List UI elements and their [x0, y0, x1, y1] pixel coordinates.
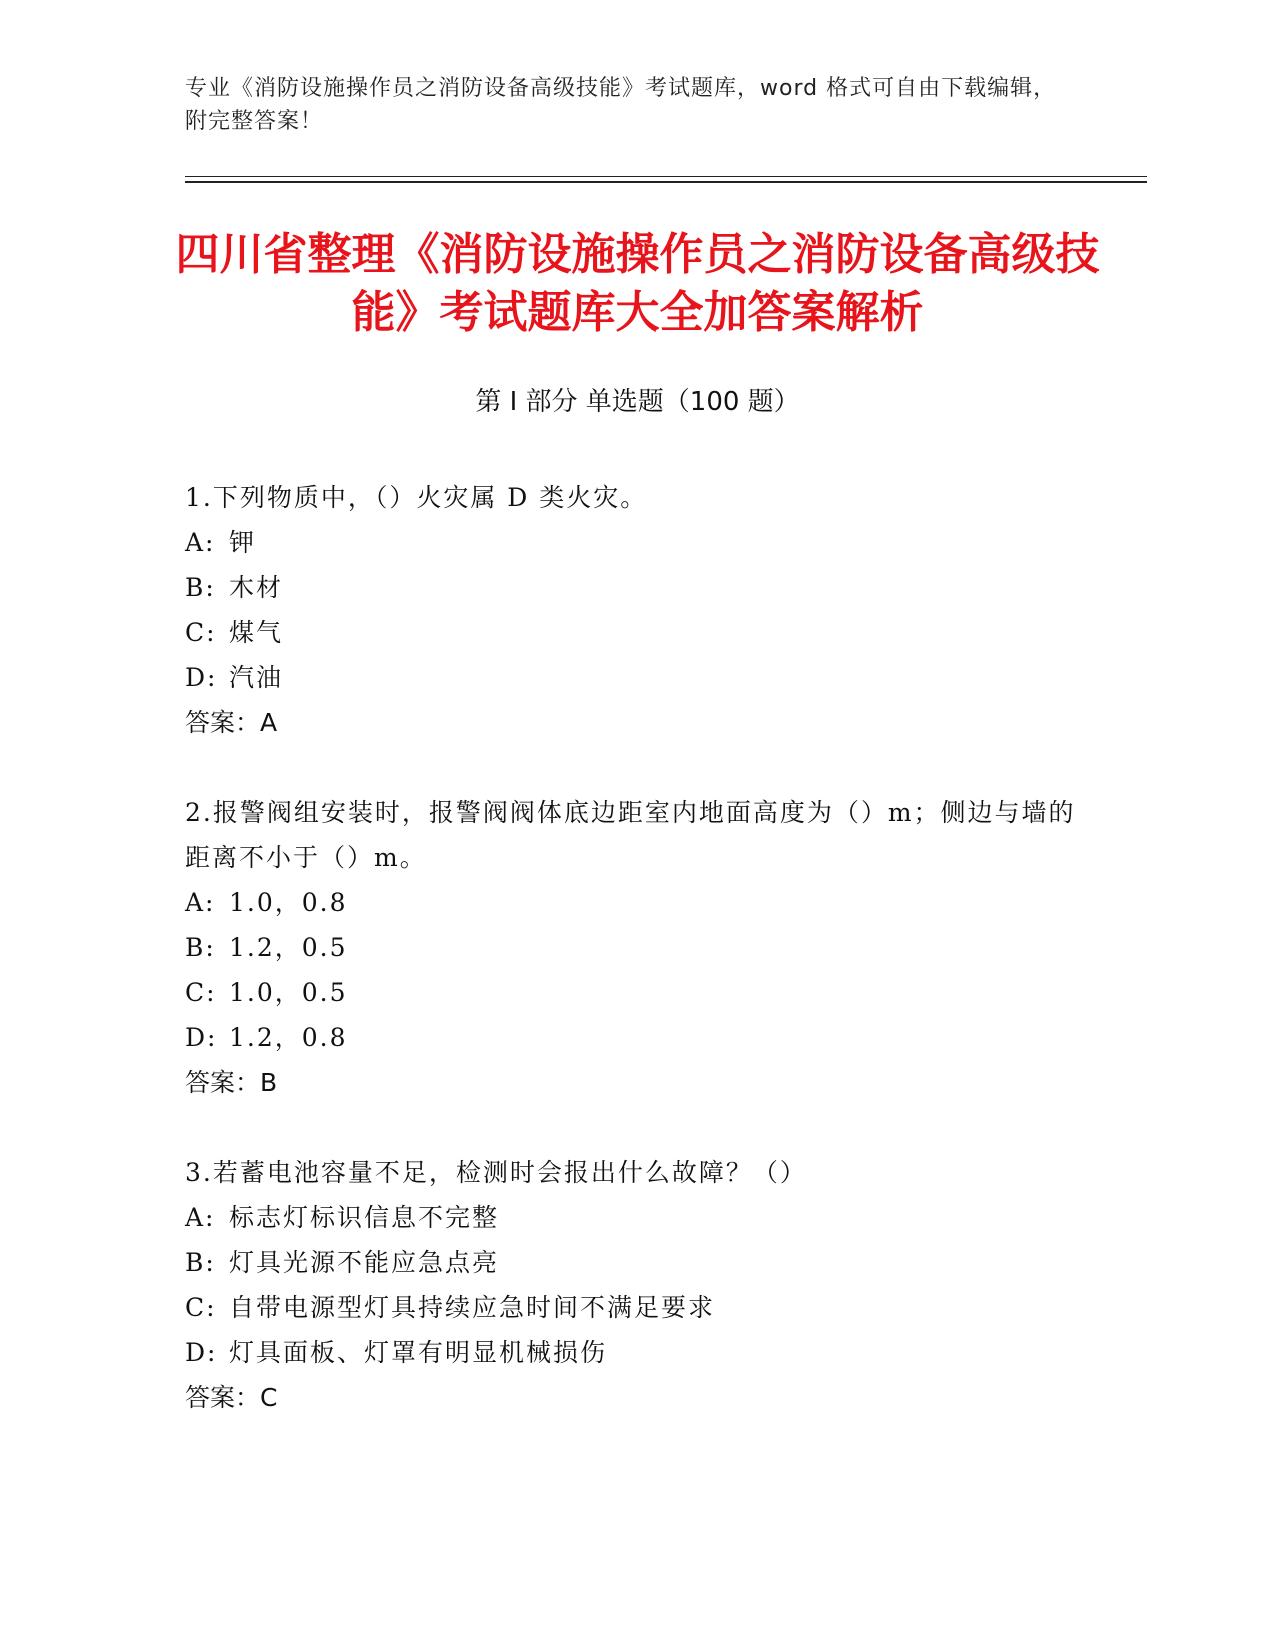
option-b	[185, 1240, 1085, 1285]
option-label: A:	[185, 1203, 216, 1232]
header-rule-thin	[185, 176, 1147, 177]
option-label: C:	[185, 618, 217, 647]
option-c	[185, 610, 1085, 655]
option-label: D:	[185, 663, 218, 692]
section-title: 第 I 部分 单选题（100 题）	[475, 387, 800, 417]
option-label: B:	[185, 1248, 216, 1277]
option-text: 1.2，0.8	[229, 1023, 348, 1052]
option-text: 1.0，0.8	[229, 888, 348, 917]
question-2	[185, 790, 1085, 1105]
question-stem: 1.下列物质中，（）火灾属 D 类火灾。	[185, 483, 648, 512]
option-b	[185, 565, 1085, 610]
option-text: 木材	[229, 573, 284, 602]
option-label: B:	[185, 933, 216, 962]
option-label: A:	[185, 888, 216, 917]
option-a	[185, 880, 1085, 925]
header-note: 专业《消防设施操作员之消防设备高级技能》考试题库，word 格式可自由下载编辑，附完整答案！	[185, 76, 1057, 134]
option-text: 灯具面板、灯罩有明显机械损伤	[229, 1338, 608, 1367]
option-label: C:	[185, 978, 217, 1007]
answer: 答案：B	[185, 1068, 278, 1097]
option-text: 1.0，0.5	[229, 978, 348, 1007]
option-a	[185, 1195, 1085, 1240]
option-text: 钾	[229, 528, 257, 557]
option-text: 标志灯标识信息不完整	[229, 1203, 500, 1232]
option-a	[185, 520, 1085, 565]
option-c	[185, 970, 1085, 1015]
option-text: 1.2，0.5	[229, 933, 348, 962]
option-text: 灯具光源不能应急点亮	[229, 1248, 500, 1277]
option-d	[185, 655, 1085, 700]
option-c	[185, 1285, 1085, 1330]
option-label: B:	[185, 573, 216, 602]
option-d	[185, 1015, 1085, 1060]
question-stem: 2.报警阀组安装时，报警阀阀体底边距室内地面高度为（）m；侧边与墙的距离不小于（）m。	[185, 798, 1076, 872]
document-title: 四川省整理《消防设施操作员之消防设备高级技能》考试题库大全加答案解析	[175, 229, 1100, 338]
option-label: A:	[185, 528, 216, 557]
option-text: 自带电源型灯具持续应急时间不满足要求	[229, 1293, 716, 1322]
option-label: D:	[185, 1023, 218, 1052]
question-list	[185, 475, 1085, 1465]
header-rule-thick	[185, 181, 1147, 183]
option-text: 汽油	[229, 663, 284, 692]
option-label: C:	[185, 1293, 217, 1322]
answer: 答案：C	[185, 1383, 278, 1412]
question-1	[185, 475, 1085, 745]
answer: 答案：A	[185, 708, 278, 737]
option-b	[185, 925, 1085, 970]
question-3	[185, 1150, 1085, 1420]
question-stem: 3.若蓄电池容量不足，检测时会报出什么故障？（）	[185, 1158, 807, 1187]
option-d	[185, 1330, 1085, 1375]
option-label: D:	[185, 1338, 218, 1367]
option-text: 煤气	[229, 618, 284, 647]
